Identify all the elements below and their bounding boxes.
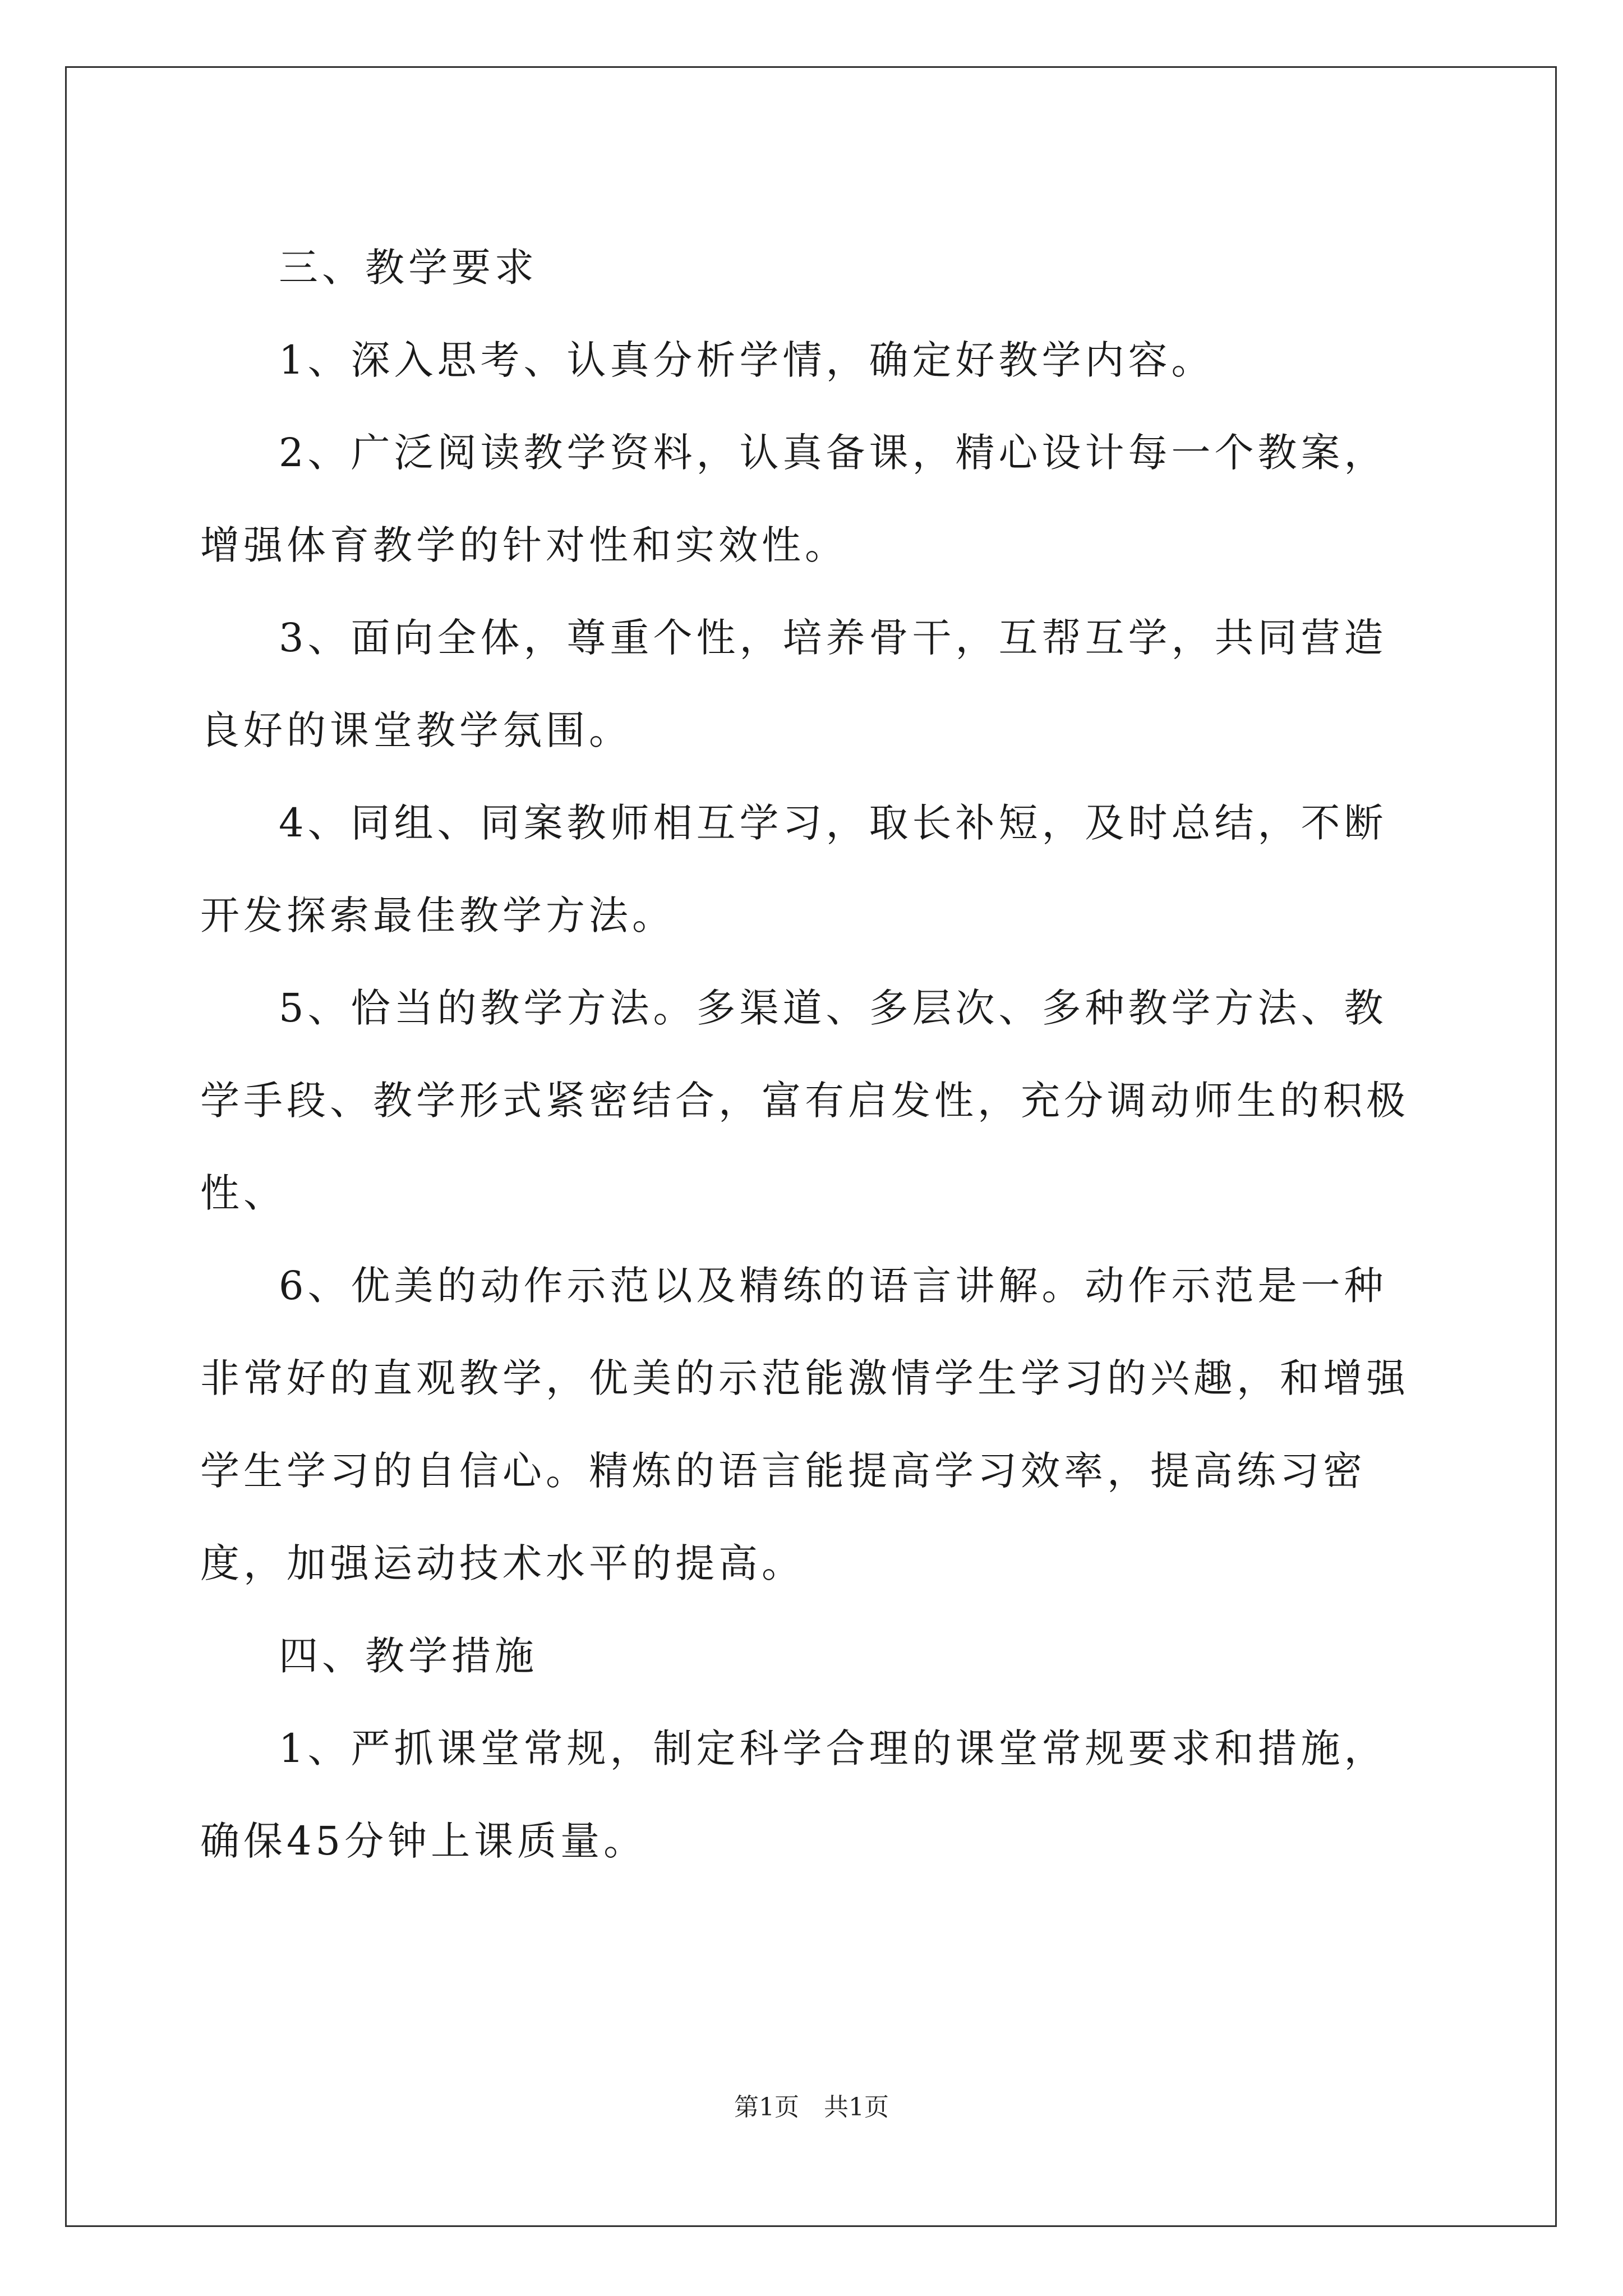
paragraph-requirement-4: 4、同组、同案教师相互学习，取长补短，及时总结，不断开发探索最佳教学方法。 xyxy=(200,800,1387,938)
paragraph-requirement-1: 1、深入思考、认真分析学情，确定好教学内容。 xyxy=(279,337,1215,383)
page-number: 第1页 xyxy=(734,2093,799,2122)
paragraph-measure-1: 1、严抓课堂常规，制定科学合理的课堂常规要求和措施，确保45分钟上课质量。 xyxy=(200,1726,1387,1864)
document-body xyxy=(200,222,1430,1888)
page-total: 共1页 xyxy=(824,2093,889,2122)
paragraph-requirement-5: 5、恰当的教学方法。多渠道、多层次、多种教学方法、教学手段、教学形式紧密结合，富有启发性，充分调动师生的积极性、 xyxy=(200,985,1409,1216)
paragraph-requirement-6: 6、优美的动作示范以及精练的语言讲解。动作示范是一种非常好的直观教学，优美的示范能激情学生学习的兴趣，和增强学生学习的自信心。精炼的语言能提高学习效率，提高练习密度，加强运动技术水平的提高。 xyxy=(200,1263,1409,1586)
paragraph-requirement-3: 3、面向全体，尊重个性，培养骨干，互帮互学，共同营造良好的课堂教学氛围。 xyxy=(200,615,1387,753)
page-footer xyxy=(0,2087,1623,2123)
section-heading-teaching-measures: 四、教学措施 xyxy=(279,1633,538,1679)
section-heading-teaching-requirements: 三、教学要求 xyxy=(279,245,538,291)
paragraph-requirement-2: 2、广泛阅读教学资料，认真备课，精心设计每一个教案，增强体育教学的针对性和实效性。 xyxy=(200,430,1387,568)
